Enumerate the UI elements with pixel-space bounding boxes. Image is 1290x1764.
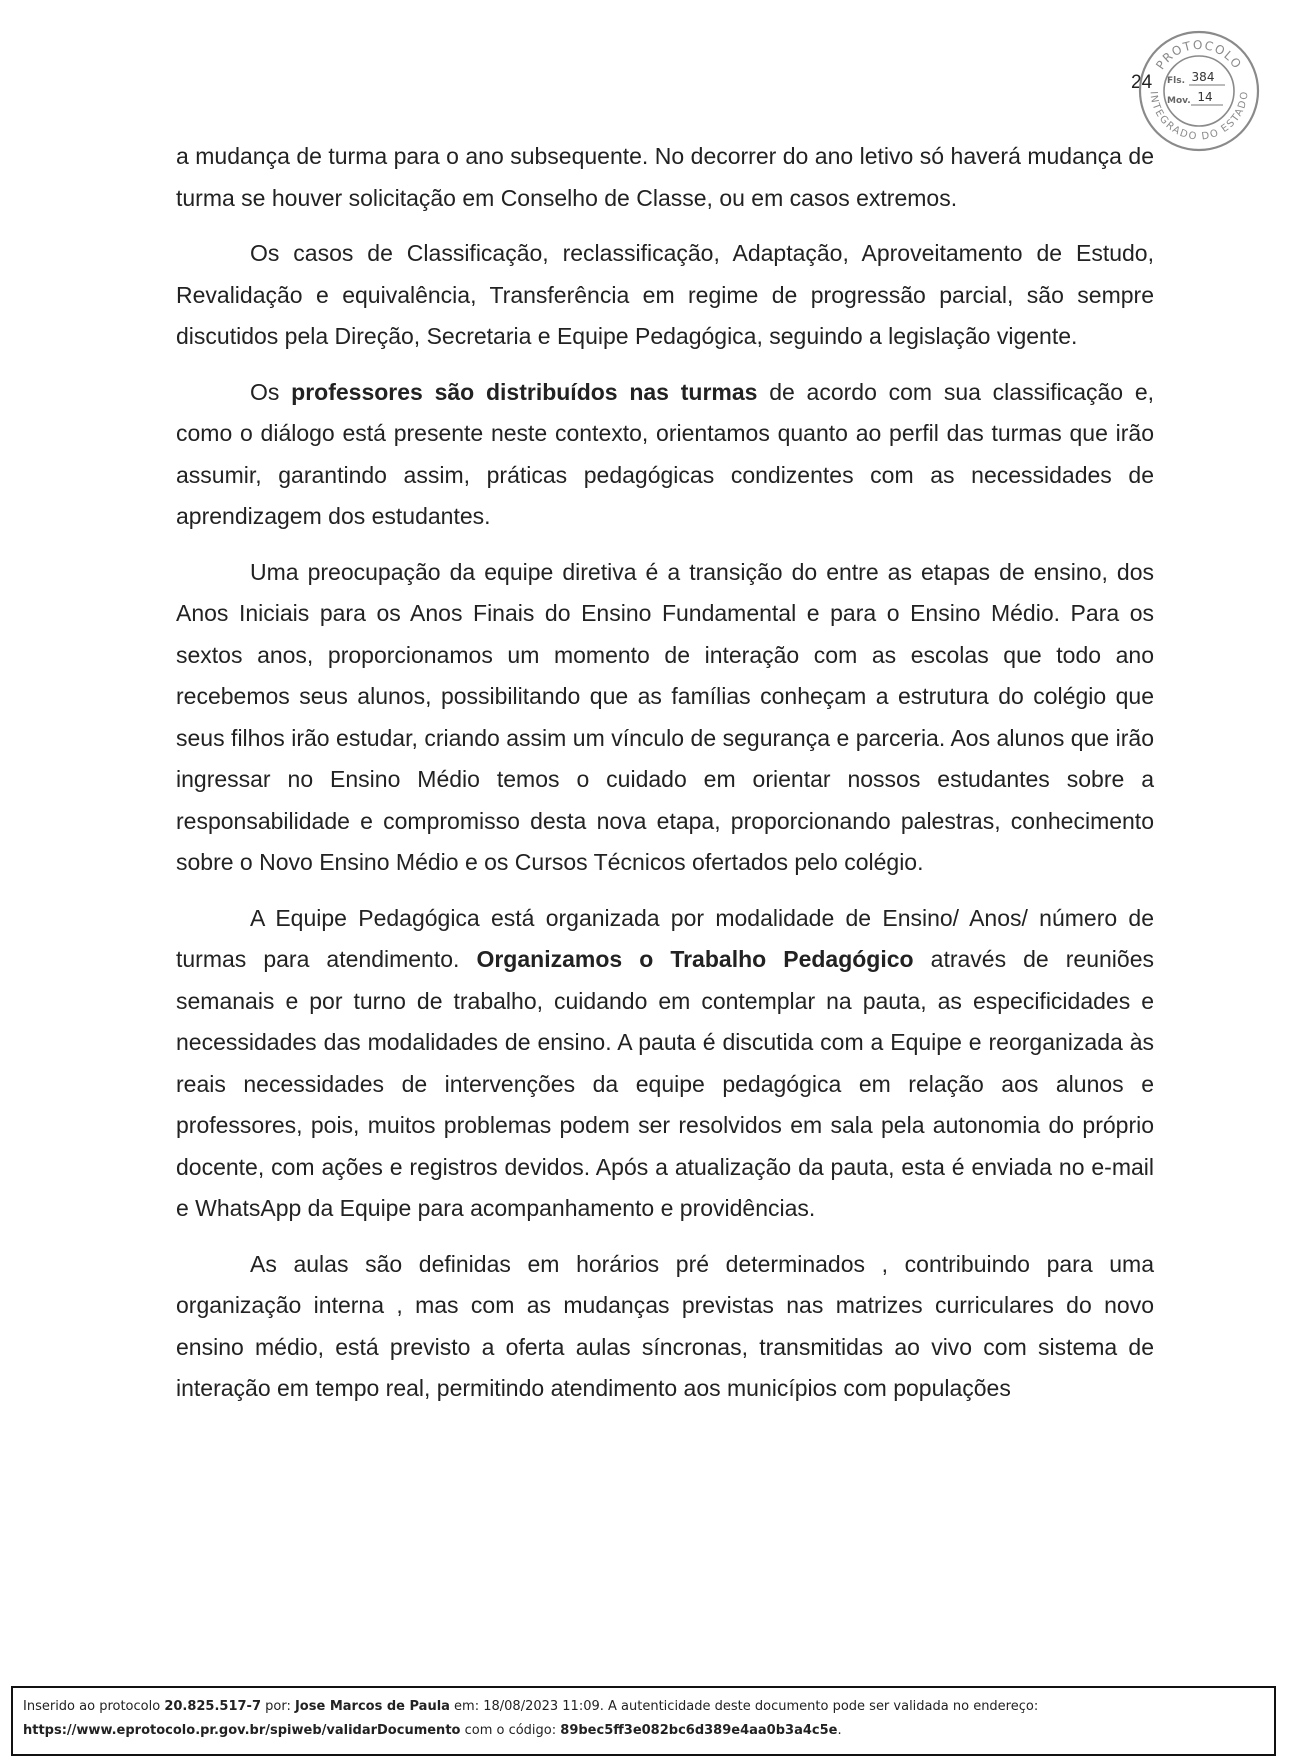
footer-by-label: por: — [261, 1699, 295, 1714]
footer-code-label: com o código: — [460, 1723, 561, 1738]
paragraph-text: Os casos de Classificação, reclassificação, Adaptação, Aproveitamento de Estudo, Revalidação e equivalência, Transferência em regime de progressão parcial, são sempre discutidos pela Direção, Secretaria e Equipe Pedagógica, seguindo a legislação vigente. — [176, 240, 1154, 349]
svg-text:PROTOCOLO — [1153, 38, 1245, 72]
bold-text: professores são distribuídos nas turmas — [291, 378, 758, 405]
paragraph-text: de acordo com sua classificação e, como o diálogo está presente neste contexto, orientamos quanto ao perfil das turmas que irão assumir, garantindo assim, práticas pedagógicas condizentes com as necessidades de aprendizagem dos estudantes. — [176, 378, 1155, 529]
footer-end: . — [837, 1723, 842, 1738]
body-paragraph — [176, 233, 1154, 358]
footer-prefix: Inserido ao protocolo — [23, 1699, 165, 1714]
document-body — [176, 136, 1154, 1424]
footer-author: Jose Marcos de Paula — [294, 1699, 450, 1714]
body-paragraph — [176, 898, 1154, 1230]
stamp-mov-value: 14 — [1197, 90, 1213, 104]
body-paragraph — [176, 1244, 1154, 1410]
stamp-fls-value: 384 — [1191, 70, 1215, 84]
paragraph-text: Os — [250, 378, 292, 405]
validation-code: 89bec5ff3e082bc6d389e4aa0b3a4c5e — [560, 1723, 838, 1738]
authenticity-footer — [11, 1686, 1276, 1756]
stamp-top-text: PROTOCOLO — [1153, 37, 1245, 73]
page-number: 24 — [1131, 72, 1153, 93]
paragraph-text: Uma preocupação da equipe diretiva é a transição do entre as etapas de ensino, dos Anos Iniciais para os Anos Finais do Ensino Fundamental e para o Ensino Médio. Para os sextos anos, proporcionamos um momento de interação com as escolas que todo ano recebemos seus alunos, possibilitando que as famílias conheçam a estrutura do colégio que seus filhos irão estudar, criando assim um vínculo de segurança e parceria. Aos alunos que irão ingressar no Ensino Médio temos o cuidado em orientar nossos estudantes sobre a responsabilidade e compromisso desta nova etapa, proporcionando palestras, conhecimento sobre o Novo Ensino Médio e os Cursos Técnicos ofertados pelo colégio. — [176, 558, 1154, 875]
footer-date-text: em: 18/08/2023 11:09. A autenticidade deste documento pode ser validada no endereço: — [449, 1699, 1039, 1714]
protocol-stamp — [1137, 29, 1261, 153]
protocol-number: 20.825.517-7 — [164, 1699, 261, 1714]
bold-text: Organizamos o Trabalho Pedagógico — [476, 946, 914, 972]
stamp-mov-label: Mov. — [1167, 96, 1191, 106]
paragraph-text: A Equipe Pedagógica está organizada por modalidade de Ensino/ Anos/ número de turmas para atendimento. — [176, 904, 1154, 972]
body-paragraph — [176, 552, 1154, 884]
paragraph-text: através de reuniões semanais e por turno de trabalho, cuidando em contemplar na pauta, as especificidades e necessidades das modalidades de ensino. A pauta é discutida com a Equipe e reorganizada às reais necessidades de intervenções da equipe pedagógica em relação aos alunos e professores, pois, muitos problemas podem ser resolvidos em sala pela autonomia do próprio docente, com ações e registros devidos. Após a atualização da pauta, esta é enviada no e-mail e WhatsApp da Equipe para acompanhamento e providências. — [176, 946, 1154, 1221]
stamp-bottom-text: INTEGRADO DO ESTADO — [1147, 90, 1251, 143]
body-paragraph — [176, 372, 1154, 538]
body-paragraph — [176, 136, 1154, 219]
paragraph-text: a mudança de turma para o ano subsequente. No decorrer do ano letivo só haverá mudança de turma se houver solicitação em Conselho de Classe, ou em casos extremos. — [176, 143, 1154, 211]
validation-url[interactable]: https://www.eprotocolo.pr.gov.br/spiweb/validarDocumento — [23, 1723, 461, 1738]
paragraph-text: As aulas são definidas em horários pré determinados , contribuindo para uma organização interna , mas com as mudanças previstas nas matrizes curriculares do novo ensino médio, está previsto a oferta aulas síncronas, transmitidas ao vivo com sistema de interação em tempo real, permitindo atendimento aos municípios com populações — [176, 1250, 1154, 1401]
stamp-fls-label: Fls. — [1167, 76, 1186, 86]
